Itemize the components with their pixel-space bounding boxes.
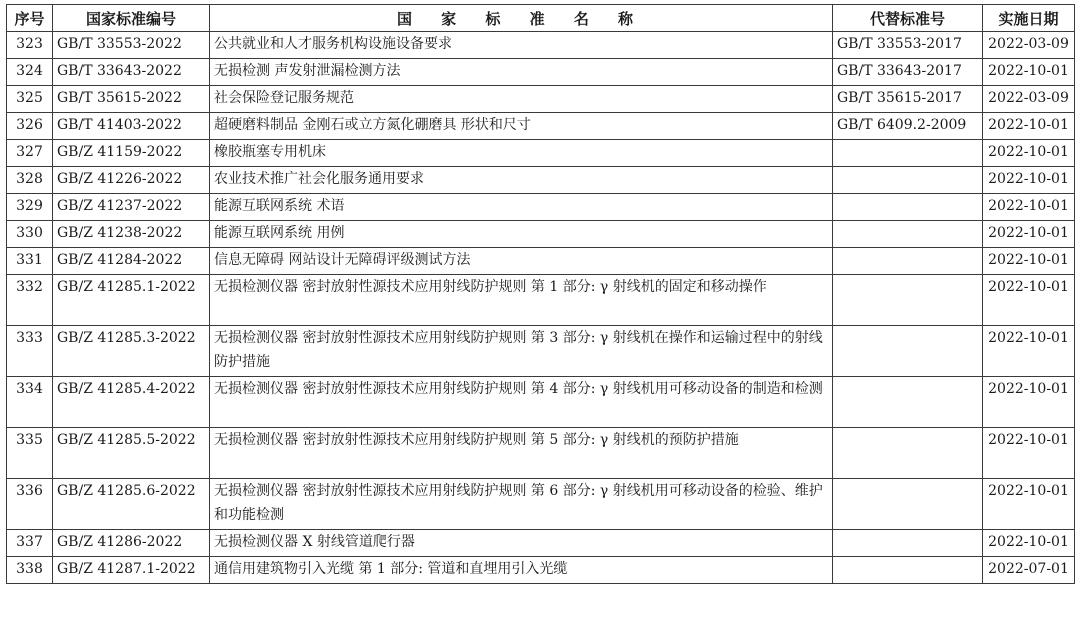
row-date: 2022-10-01	[983, 479, 1075, 530]
row-date: 2022-03-09	[983, 86, 1075, 113]
row-replaced	[833, 377, 983, 428]
row-date: 2022-10-01	[983, 221, 1075, 248]
row-seq: 332	[7, 275, 53, 326]
row-replaced: GB/T 6409.2-2009	[833, 113, 983, 140]
table-row	[7, 275, 1075, 326]
row-seq: 333	[7, 326, 53, 377]
row-replaced	[833, 557, 983, 584]
row-date: 2022-10-01	[983, 140, 1075, 167]
row-seq: 329	[7, 194, 53, 221]
row-code: GB/Z 41287.1-2022	[53, 557, 210, 584]
row-replaced	[833, 428, 983, 479]
col-header-seq: 序号	[7, 5, 53, 32]
row-date: 2022-10-01	[983, 194, 1075, 221]
row-date: 2022-10-01	[983, 530, 1075, 557]
table-row	[7, 557, 1075, 584]
table-row	[7, 167, 1075, 194]
row-replaced: GB/T 33553-2017	[833, 32, 983, 59]
table-row	[7, 248, 1075, 275]
row-name: 无损检测仪器 密封放射性源技术应用射线防护规则 第 4 部分: γ 射线机用可移动设备的制造和检测	[210, 377, 833, 428]
row-seq: 327	[7, 140, 53, 167]
row-name: 无损检测仪器 密封放射性源技术应用射线防护规则 第 1 部分: γ 射线机的固定和移动操作	[210, 275, 833, 326]
row-name: 能源互联网系统 术语	[210, 194, 833, 221]
row-code: GB/T 33553-2022	[53, 32, 210, 59]
row-name: 公共就业和人才服务机构设施设备要求	[210, 32, 833, 59]
row-date: 2022-10-01	[983, 113, 1075, 140]
row-code: GB/Z 41285.5-2022	[53, 428, 210, 479]
table-row	[7, 530, 1075, 557]
row-date: 2022-10-01	[983, 326, 1075, 377]
row-name: 橡胶瓶塞专用机床	[210, 140, 833, 167]
row-name: 能源互联网系统 用例	[210, 221, 833, 248]
row-replaced: GB/T 35615-2017	[833, 86, 983, 113]
row-seq: 335	[7, 428, 53, 479]
row-replaced	[833, 275, 983, 326]
table-row	[7, 194, 1075, 221]
header-row	[7, 5, 1075, 32]
standards-table	[6, 4, 1075, 584]
row-code: GB/Z 41237-2022	[53, 194, 210, 221]
col-header-replaced: 代替标准号	[833, 5, 983, 32]
row-name: 无损检测 声发射泄漏检测方法	[210, 59, 833, 86]
row-date: 2022-07-01	[983, 557, 1075, 584]
row-code: GB/Z 41238-2022	[53, 221, 210, 248]
row-name: 社会保险登记服务规范	[210, 86, 833, 113]
row-date: 2022-10-01	[983, 248, 1075, 275]
row-replaced	[833, 140, 983, 167]
table-row	[7, 479, 1075, 530]
row-name: 无损检测仪器 密封放射性源技术应用射线防护规则 第 3 部分: γ 射线机在操作和运输过程中的射线防护措施	[210, 326, 833, 377]
row-code: GB/Z 41159-2022	[53, 140, 210, 167]
table-row	[7, 221, 1075, 248]
row-replaced	[833, 167, 983, 194]
row-seq: 330	[7, 221, 53, 248]
table-row	[7, 140, 1075, 167]
table-row	[7, 113, 1075, 140]
row-name: 无损检测仪器 X 射线管道爬行器	[210, 530, 833, 557]
row-replaced	[833, 530, 983, 557]
table-row	[7, 32, 1075, 59]
row-replaced	[833, 479, 983, 530]
row-date: 2022-10-01	[983, 167, 1075, 194]
row-seq: 326	[7, 113, 53, 140]
row-seq: 338	[7, 557, 53, 584]
col-header-name: 国 家 标 准 名 称	[210, 5, 833, 32]
row-replaced	[833, 221, 983, 248]
row-code: GB/T 33643-2022	[53, 59, 210, 86]
row-code: GB/Z 41286-2022	[53, 530, 210, 557]
table-row	[7, 86, 1075, 113]
row-date: 2022-10-01	[983, 428, 1075, 479]
row-replaced	[833, 248, 983, 275]
row-code: GB/Z 41285.4-2022	[53, 377, 210, 428]
row-name: 超硬磨料制品 金刚石或立方氮化硼磨具 形状和尺寸	[210, 113, 833, 140]
row-seq: 324	[7, 59, 53, 86]
row-code: GB/T 35615-2022	[53, 86, 210, 113]
row-code: GB/Z 41284-2022	[53, 248, 210, 275]
row-name: 无损检测仪器 密封放射性源技术应用射线防护规则 第 6 部分: γ 射线机用可移动设备的检验、维护和功能检测	[210, 479, 833, 530]
row-replaced: GB/T 33643-2017	[833, 59, 983, 86]
row-name: 无损检测仪器 密封放射性源技术应用射线防护规则 第 5 部分: γ 射线机的预防护措施	[210, 428, 833, 479]
row-name: 通信用建筑物引入光缆 第 1 部分: 管道和直埋用引入光缆	[210, 557, 833, 584]
col-header-code: 国家标准编号	[53, 5, 210, 32]
row-replaced	[833, 326, 983, 377]
row-seq: 328	[7, 167, 53, 194]
row-seq: 325	[7, 86, 53, 113]
row-seq: 331	[7, 248, 53, 275]
row-date: 2022-10-01	[983, 377, 1075, 428]
table-row	[7, 377, 1075, 428]
table-row	[7, 326, 1075, 377]
row-seq: 334	[7, 377, 53, 428]
col-header-date: 实施日期	[983, 5, 1075, 32]
row-name: 信息无障碍 网站设计无障碍评级测试方法	[210, 248, 833, 275]
row-code: GB/Z 41226-2022	[53, 167, 210, 194]
row-seq: 336	[7, 479, 53, 530]
row-name: 农业技术推广社会化服务通用要求	[210, 167, 833, 194]
row-date: 2022-03-09	[983, 32, 1075, 59]
row-code: GB/Z 41285.1-2022	[53, 275, 210, 326]
row-seq: 323	[7, 32, 53, 59]
table-row	[7, 428, 1075, 479]
row-replaced	[833, 194, 983, 221]
table-row	[7, 59, 1075, 86]
row-code: GB/Z 41285.3-2022	[53, 326, 210, 377]
row-date: 2022-10-01	[983, 59, 1075, 86]
row-code: GB/T 41403-2022	[53, 113, 210, 140]
row-date: 2022-10-01	[983, 275, 1075, 326]
row-seq: 337	[7, 530, 53, 557]
row-code: GB/Z 41285.6-2022	[53, 479, 210, 530]
